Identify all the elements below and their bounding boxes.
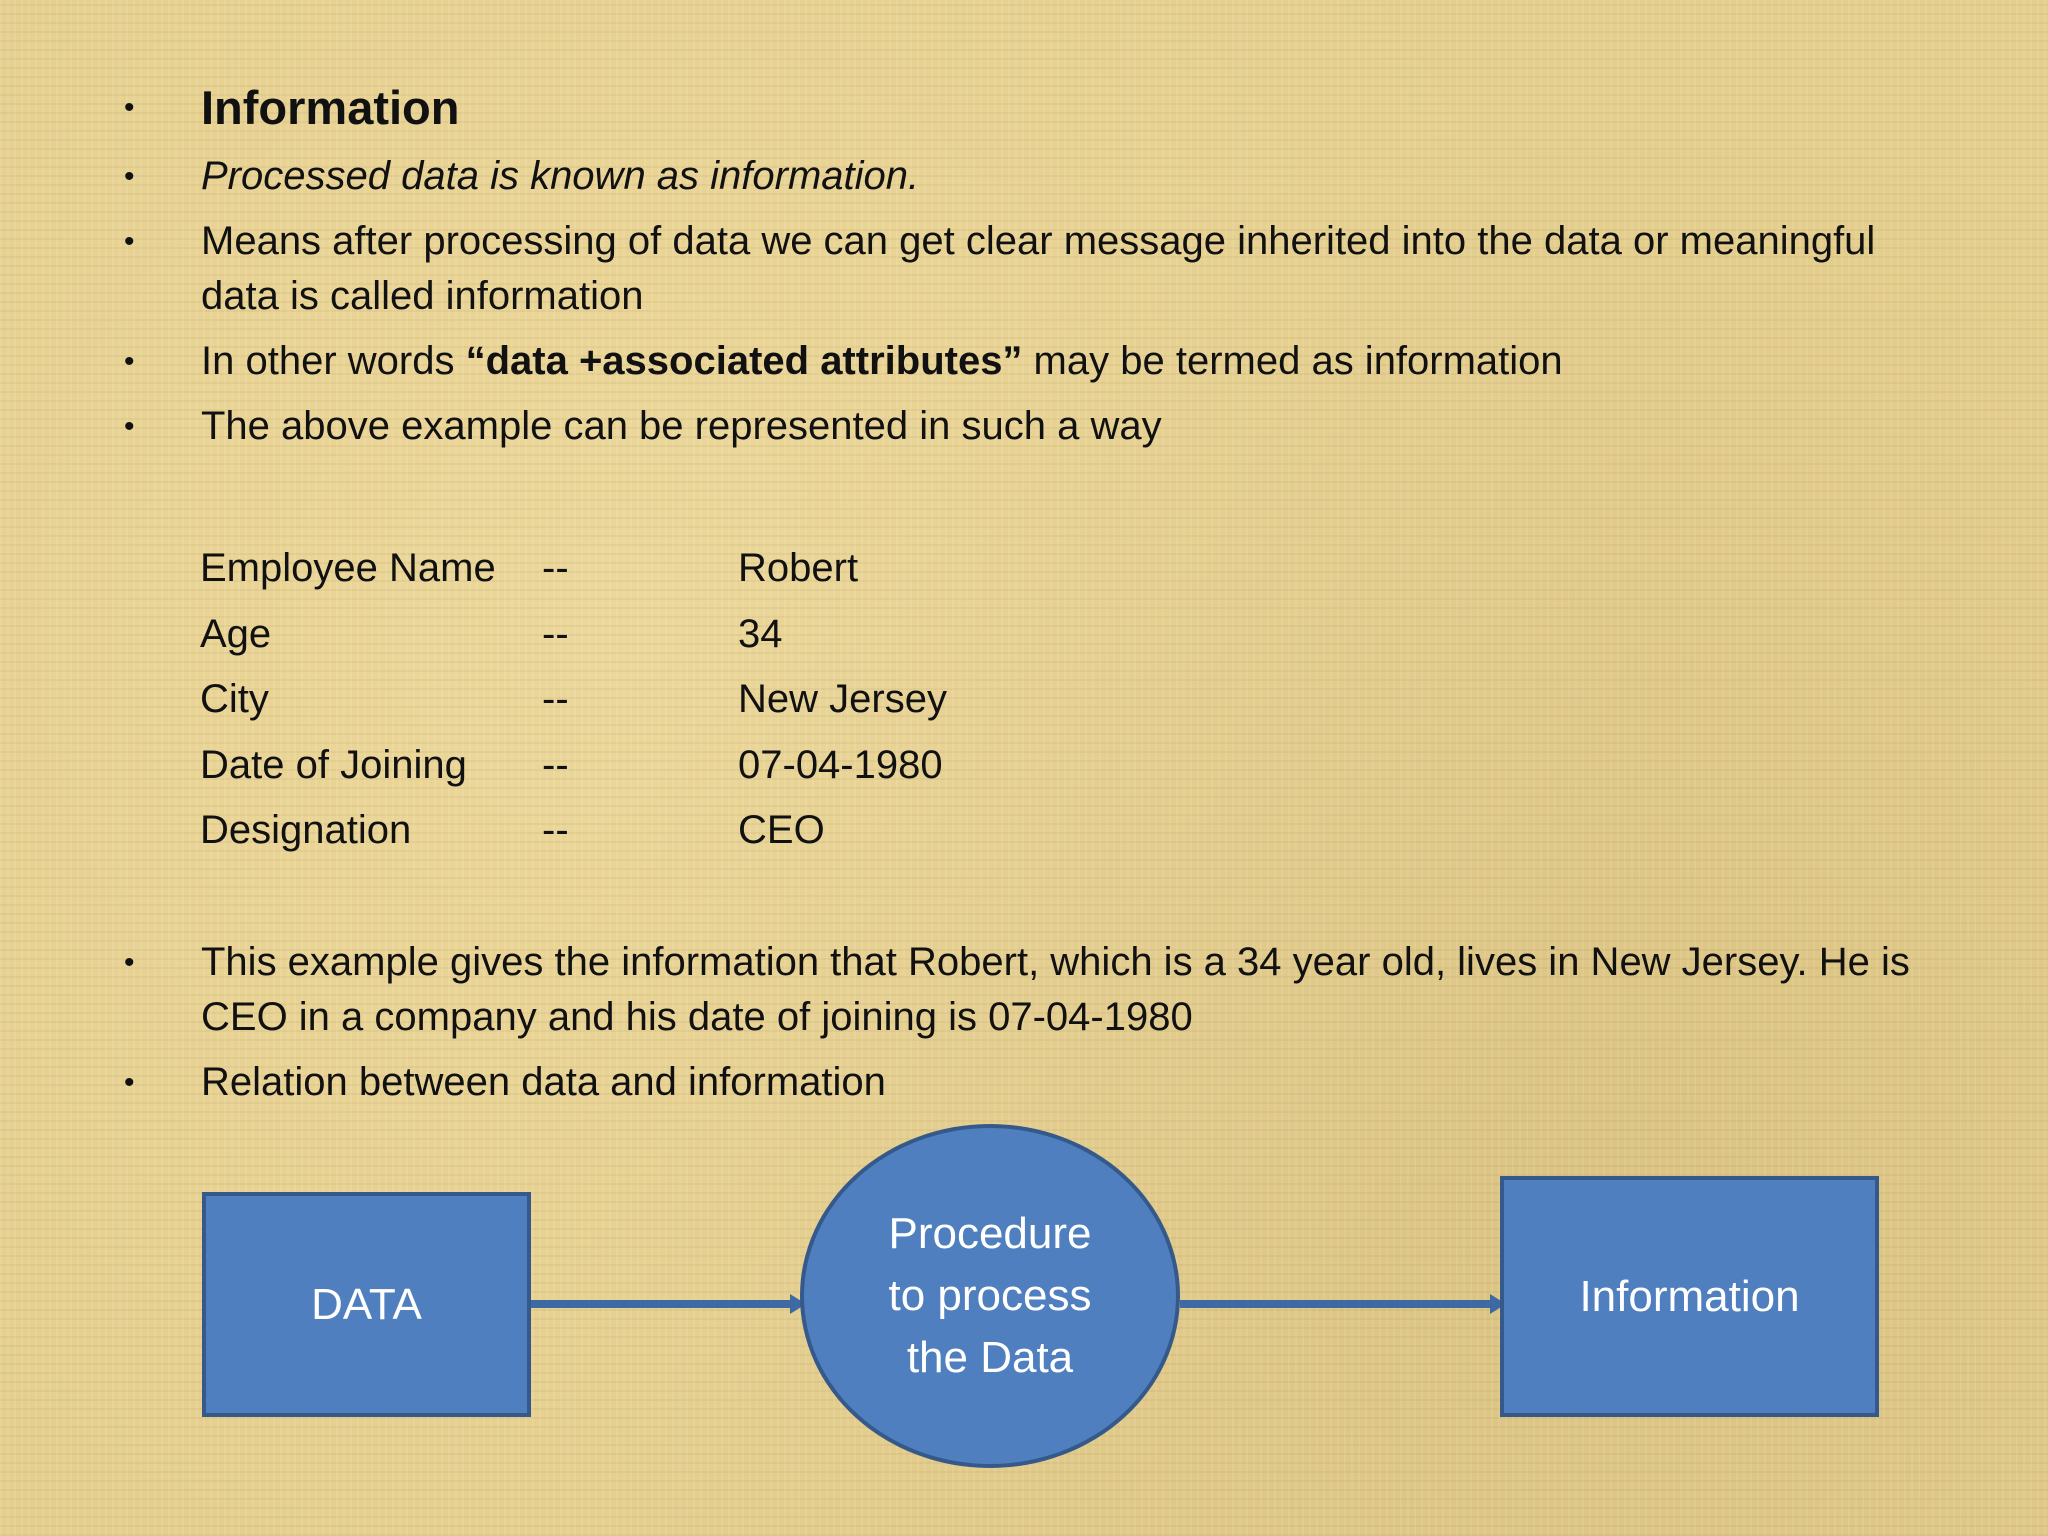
record-separator: -- xyxy=(542,611,569,656)
bullet-dot: • xyxy=(124,410,135,443)
record-field-label: Employee Name xyxy=(200,546,496,591)
record-field-value: Robert xyxy=(738,546,859,591)
record-field-label: City xyxy=(200,677,269,722)
record-field-value: 07-04-1980 xyxy=(738,742,943,787)
arrow-data-to-process xyxy=(531,1294,806,1314)
record-field-value: New Jersey xyxy=(738,677,947,722)
record-separator: -- xyxy=(542,677,569,722)
bullet-dot: • xyxy=(124,160,135,193)
bullet-text: This example gives the information that Robert, which is a 34 year old, lives in New Jersey. He is CEO in a company and his date of joining is 07-04-1980 xyxy=(201,940,1910,1039)
bullet-dot: • xyxy=(124,345,135,378)
node-process-line: Procedure xyxy=(888,1209,1092,1258)
bullet-text-prefix: In other words xyxy=(201,339,466,383)
bullet-dot: • xyxy=(124,946,135,979)
record-field-value: CEO xyxy=(738,808,825,853)
bullet-text: The above example can be represented in such a way xyxy=(201,404,1162,448)
node-data xyxy=(202,1192,531,1417)
node-process-procedure xyxy=(800,1124,1180,1468)
record-separator: -- xyxy=(542,546,569,591)
record-separator: -- xyxy=(542,742,569,787)
bullet-text-suffix: may be termed as information xyxy=(1022,339,1563,383)
bullet-text: Relation between data and information xyxy=(201,1060,886,1104)
record-separator: -- xyxy=(542,808,569,853)
node-data-label: DATA xyxy=(311,1279,422,1329)
arrow-process-to-information xyxy=(1180,1294,1506,1314)
slide-title: Information xyxy=(201,81,460,134)
node-information-label: Information xyxy=(1579,1271,1800,1321)
bullet-dot: • xyxy=(124,225,135,258)
record-field-value: 34 xyxy=(738,611,783,656)
node-process-line: to process xyxy=(888,1271,1092,1320)
record-field-label: Age xyxy=(200,611,272,656)
record-field-label: Date of Joining xyxy=(200,742,467,787)
node-information xyxy=(1500,1176,1879,1417)
bullet-dot: • xyxy=(124,91,135,124)
bullet-text: Processed data is known as information. xyxy=(201,154,920,198)
bullet-text: Means after processing of data we can get clear message inherited into the data or meaningful data is called information xyxy=(201,219,1876,318)
node-process-label xyxy=(888,1203,1091,1389)
record-field-label: Designation xyxy=(200,808,412,853)
node-process-line: the Data xyxy=(906,1333,1074,1382)
bullet-text-emphasis: “data +associated attributes” xyxy=(465,339,1023,383)
bullet-dot: • xyxy=(124,1066,135,1099)
